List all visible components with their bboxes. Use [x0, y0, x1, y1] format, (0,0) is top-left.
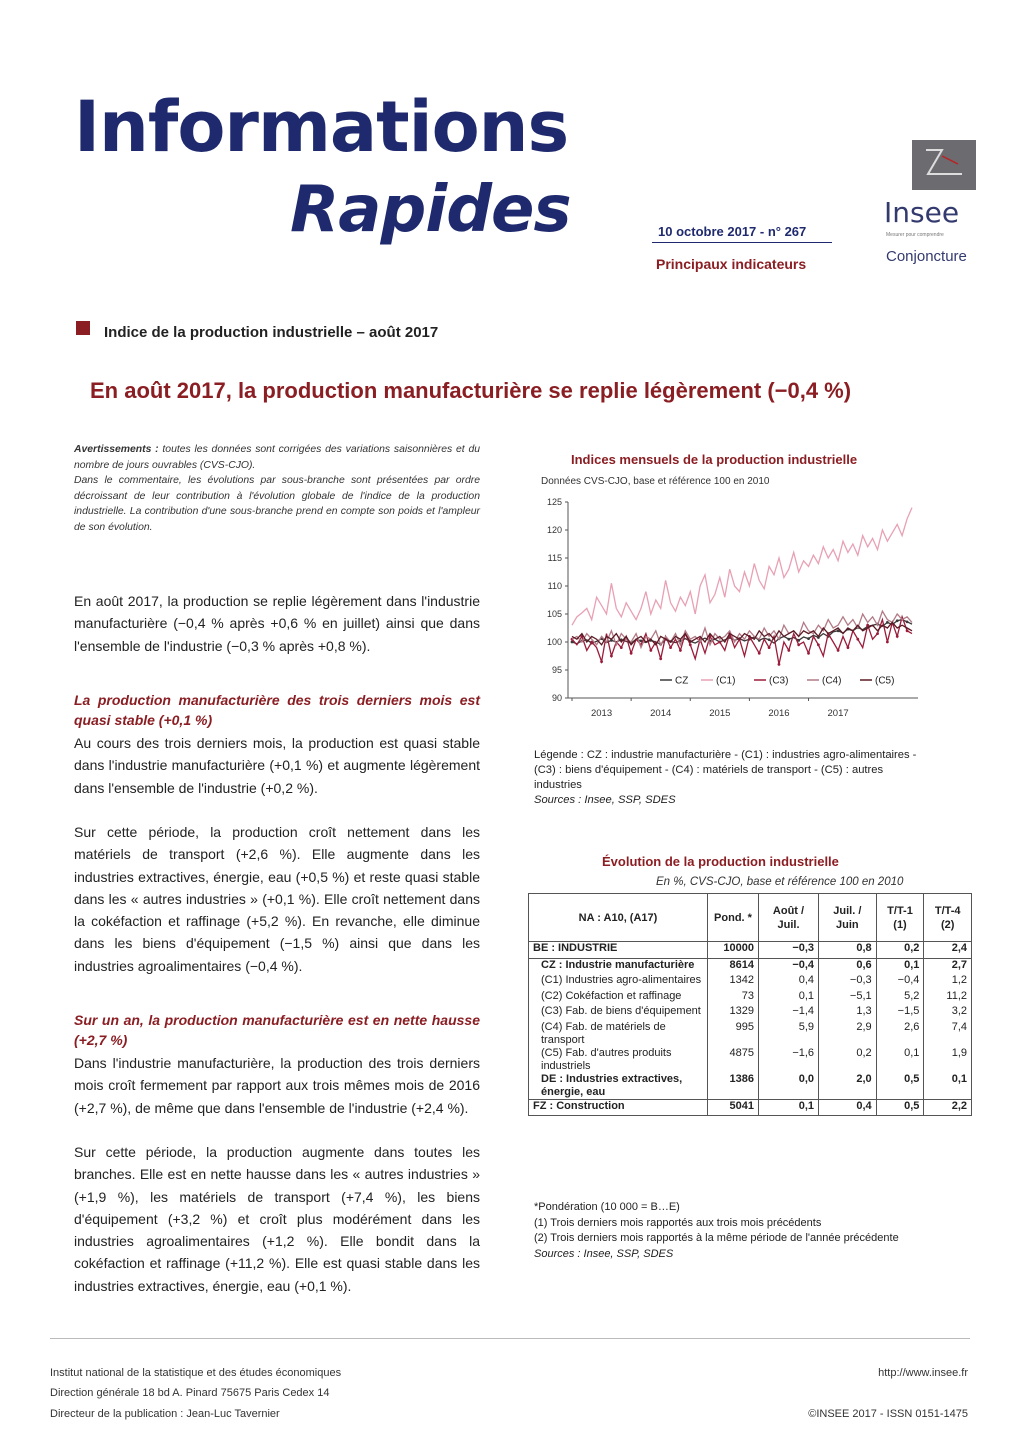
body-paragraph: En août 2017, la production se replie légèrement dans l'industrie manufacturière (−0,4 % après +0,6 % en juillet) ainsi que dans l'ensemble de l'industrie (−0,3 % après +0,8 %).	[74, 593, 480, 654]
cell-value: 0,4	[819, 1099, 877, 1116]
brand-section: Conjoncture	[886, 248, 967, 265]
legend-entry: (C5)	[875, 675, 895, 687]
cell-value: 1,3	[819, 1005, 877, 1021]
cell-value: 2,7	[924, 958, 972, 974]
insee-logo-icon	[912, 140, 976, 190]
y-tick-label: 110	[547, 581, 562, 591]
data-point	[837, 649, 840, 652]
chart-legend-note	[534, 748, 934, 808]
table-row	[529, 1005, 972, 1021]
row-label: (C4) Fab. de matériels de transport	[529, 1021, 708, 1047]
table-header-row	[529, 894, 972, 942]
data-point	[817, 643, 820, 646]
headline: En août 2017, la production manufacturière se replie légèrement (−0,4 %)	[90, 378, 852, 403]
issue-divider	[652, 242, 832, 243]
table-title: Évolution de la production industrielle	[602, 854, 839, 869]
cell-value: 1,2	[924, 974, 972, 990]
table-row	[529, 990, 972, 1006]
data-point	[758, 652, 761, 655]
data-point	[620, 646, 623, 649]
row-label: (C2) Cokéfaction et raffinage	[529, 990, 708, 1006]
chart-subtitle: Données CVS-CJO, base et référence 100 en 2010	[541, 476, 770, 487]
table-note: (2) Trois derniers mois rapportés à la même période de l'année précédente	[534, 1232, 899, 1244]
legend-entry: (C4)	[822, 675, 842, 687]
section-title: Indice de la production industrielle – août 2017	[104, 324, 439, 341]
data-point	[679, 649, 682, 652]
data-point	[659, 657, 662, 660]
data-point	[669, 646, 672, 649]
table-note: *Pondération (10 000 = B…E)	[534, 1201, 680, 1213]
data-point	[787, 649, 790, 652]
legend-entry: (C1)	[716, 675, 736, 687]
data-point	[649, 649, 652, 652]
column-header: NA : A10, (A17)	[529, 894, 708, 942]
cell-value: 0,1	[759, 1099, 819, 1116]
table-row	[529, 974, 972, 990]
table-row	[529, 1073, 972, 1100]
y-tick-label: 100	[546, 637, 562, 647]
cell-value: −1,4	[759, 1005, 819, 1021]
cell-value: −1,6	[759, 1047, 819, 1073]
column-header: Pond. *	[708, 894, 759, 942]
cell-value: 995	[708, 1021, 759, 1047]
cell-value: 0,8	[819, 942, 877, 959]
x-tick-label: 2013	[590, 708, 613, 719]
table-note: (1) Trois derniers mois rapportés aux trois mois précédents	[534, 1216, 822, 1229]
cell-value: 10000	[708, 942, 759, 959]
cell-value: 2,2	[924, 1099, 972, 1116]
section-bullet-icon	[76, 321, 90, 335]
row-label: FZ : Construction	[529, 1099, 708, 1116]
data-point	[866, 624, 869, 627]
table-row	[529, 958, 972, 974]
cell-value: 1386	[708, 1073, 759, 1100]
footer-copyright: ©INSEE 2017 - ISSN 0151-1475	[808, 1408, 968, 1420]
subheading: Sur un an, la production manufacturière est en nette hausse (+2,7 %)	[74, 1012, 480, 1048]
cell-value: 5,2	[876, 990, 924, 1006]
data-point	[600, 660, 603, 663]
y-tick-label: 90	[551, 693, 562, 703]
data-point	[876, 632, 879, 635]
cell-value: 0,5	[876, 1099, 924, 1116]
cell-value: 1,9	[924, 1047, 972, 1073]
cell-value: 2,0	[819, 1073, 877, 1100]
footer-address: Direction générale 18 bd A. Pinard 75675 Paris Cedex 14	[50, 1387, 330, 1399]
y-tick-label: 120	[546, 525, 562, 535]
cell-value: 0,1	[876, 1047, 924, 1073]
body-paragraph: Sur cette période, la production croît nettement dans les matériels de transport (+2,6 %). Elle augmente dans les industries extractives, énergie, eau (+0,5 %) et reste quasi stable dans les « autres industries » (+0,1 %). Elle croît nettement dans la cokéfaction et raffinage (+5,2 %). En revanche, elle diminue dans les biens d'équipement (−1,5 %) ainsi que dans les industries agroalimentaires (−0,4 %).	[74, 824, 480, 974]
body-paragraph: Au cours des trois derniers mois, la production est quasi stable dans l'industrie manufacturière (+0,1 %) et augmente légèrement dans l'ensemble de l'industrie (+0,2 %).	[74, 735, 480, 796]
data-point	[807, 652, 810, 655]
cell-value: 0,2	[819, 1047, 877, 1073]
cell-value: 0,6	[819, 958, 877, 974]
legend-entry: (C3)	[769, 675, 789, 687]
data-point	[718, 641, 721, 644]
y-tick-label: 105	[546, 609, 562, 619]
publication-subtitle: Rapides	[290, 173, 571, 247]
data-point	[856, 638, 859, 641]
brand-name: Insee	[884, 196, 960, 229]
chart-title: Indices mensuels de la production industrielle	[571, 452, 858, 467]
warnings-paragraph: Dans le commentaire, les évolutions par sous-branche sont présentées par ordre décroissant de leur contribution à l'évolution globale de l'indice de la production industrielle. La contribution d'une sous-branche prend en compte son poids et l'ampleur de son évolution.	[74, 475, 480, 533]
brand-tagline: Mesurer pour comprendre	[886, 232, 944, 237]
cell-value: 0,0	[759, 1073, 819, 1100]
x-tick-label: 2017	[827, 708, 849, 719]
series-line	[572, 508, 912, 626]
y-tick-label: 95	[551, 665, 562, 675]
row-label: CZ : Industrie manufacturière	[529, 958, 708, 974]
cell-value: 0,1	[924, 1073, 972, 1100]
cell-value: 7,4	[924, 1021, 972, 1047]
cell-value: 2,9	[819, 1021, 877, 1047]
cell-value: −0,3	[759, 942, 819, 959]
data-point	[906, 620, 909, 623]
cell-value: 2,4	[924, 942, 972, 959]
x-tick-label: 2015	[709, 708, 731, 719]
data-point	[630, 652, 633, 655]
cell-value: 1342	[708, 974, 759, 990]
footer-divider	[50, 1338, 970, 1339]
table-row	[529, 942, 972, 959]
cell-value: 2,6	[876, 1021, 924, 1047]
data-point	[768, 638, 771, 641]
cell-value: 73	[708, 990, 759, 1006]
cell-value: 0,1	[759, 990, 819, 1006]
chart-sources: Sources : Insee, SSP, SDES	[534, 794, 676, 806]
column-header: T/T-4 (2)	[924, 894, 972, 942]
column-header: Août / Juil.	[759, 894, 819, 942]
issue-date: 10 octobre 2017 - n° 267	[658, 224, 807, 239]
footer-url[interactable]: http://www.insee.fr	[878, 1367, 968, 1379]
chart-legend-text: Légende : CZ : industrie manufacturière - (C1) : industries agro-alimentaires - (C3) : biens d'équipement - (C4) : matériels de transport - (C5) : autres industries	[534, 749, 917, 791]
column-header: T/T-1 (1)	[876, 894, 924, 942]
footer-director: Directeur de la publication : Jean-Luc Tavernier	[50, 1408, 280, 1420]
cell-value: −0,4	[759, 958, 819, 974]
cell-value: 11,2	[924, 990, 972, 1006]
table-sources: Sources : Insee, SSP, SDES	[534, 1247, 674, 1260]
data-point	[807, 637, 810, 640]
cell-value: 0,4	[759, 974, 819, 990]
data-point	[787, 638, 790, 641]
y-tick-label: 115	[547, 553, 562, 563]
cell-value: 5,9	[759, 1021, 819, 1047]
subheading: La production manufacturière des trois derniers mois est quasi stable (+0,1 %)	[74, 692, 480, 728]
data-point	[896, 635, 899, 638]
footer-institute: Institut national de la statistique et des études économiques	[50, 1367, 342, 1379]
legend-entry: CZ	[675, 675, 689, 687]
warnings-text: toutes les données sont corrigées des variations saisonnières et du nombre de jours ouvrables (CVS-CJO).	[74, 444, 480, 471]
body-paragraph: Dans l'industrie manufacturière, la production des trois derniers mois croît fermement par rapport aux trois mêmes mois de 2016 (+2,7 %), de même que dans l'ensemble de l'industrie (+2,4 %).	[74, 1055, 480, 1116]
production-table	[528, 893, 972, 1116]
cell-value: −0,3	[819, 974, 877, 990]
data-point	[896, 619, 899, 622]
table-subtitle: En %, CVS-CJO, base et référence 100 en 2010	[656, 876, 904, 888]
data-point	[610, 655, 613, 658]
body-paragraph: Sur cette période, la production augmente dans toutes les branches. Elle est en nette hausse dans les « autres industries » (+1,9 %), les matériels de transport (+7,4 %), les biens d'équipement (+3,2 %) et croît plus modérément dans les industries agroalimentaires (+1,2 %). Elle bondit dans la cokéfaction et raffinage (+11,2 %). Elle est quasi stable dans les industries extractives, énergie, eau (+0,1 %).	[74, 1144, 480, 1294]
table-row	[529, 1099, 972, 1116]
cell-value: 8614	[708, 958, 759, 974]
data-point	[847, 646, 850, 649]
cell-value: 1329	[708, 1005, 759, 1021]
data-point	[797, 643, 800, 646]
cell-value: 0,5	[876, 1073, 924, 1100]
cell-value: 0,1	[876, 958, 924, 974]
cell-value: −5,1	[819, 990, 877, 1006]
row-label: (C1) Industries agro-alimentaires	[529, 974, 708, 990]
line-chart	[530, 492, 930, 724]
table-row	[529, 1021, 972, 1047]
cell-value: 3,2	[924, 1005, 972, 1021]
cell-value: 4875	[708, 1047, 759, 1073]
data-point	[689, 643, 692, 646]
data-point	[778, 663, 781, 666]
warnings-block	[74, 442, 480, 535]
data-point	[886, 641, 889, 644]
row-label: (C3) Fab. de biens d'équipement	[529, 1005, 708, 1021]
row-label: BE : INDUSTRIE	[529, 942, 708, 959]
cell-value: −1,5	[876, 1005, 924, 1021]
warnings-label: Avertissements :	[74, 444, 159, 455]
row-label: (C5) Fab. d'autres produits industriels	[529, 1047, 708, 1073]
x-tick-label: 2014	[650, 708, 672, 719]
category-label: Principaux indicateurs	[656, 256, 807, 272]
y-tick-label: 125	[546, 497, 562, 507]
data-point	[886, 621, 889, 624]
cell-value: 5041	[708, 1099, 759, 1116]
x-tick-label: 2016	[768, 708, 790, 719]
table-notes	[534, 1200, 954, 1262]
table-row	[529, 1047, 972, 1073]
cell-value: 0,2	[876, 942, 924, 959]
series-line	[572, 622, 912, 644]
cell-value: −0,4	[876, 974, 924, 990]
publication-title: Informations	[74, 86, 569, 168]
column-header: Juil. / Juin	[819, 894, 877, 942]
data-point	[906, 629, 909, 632]
row-label: DE : Industries extractives, énergie, eau	[529, 1073, 708, 1100]
data-point	[768, 646, 771, 649]
